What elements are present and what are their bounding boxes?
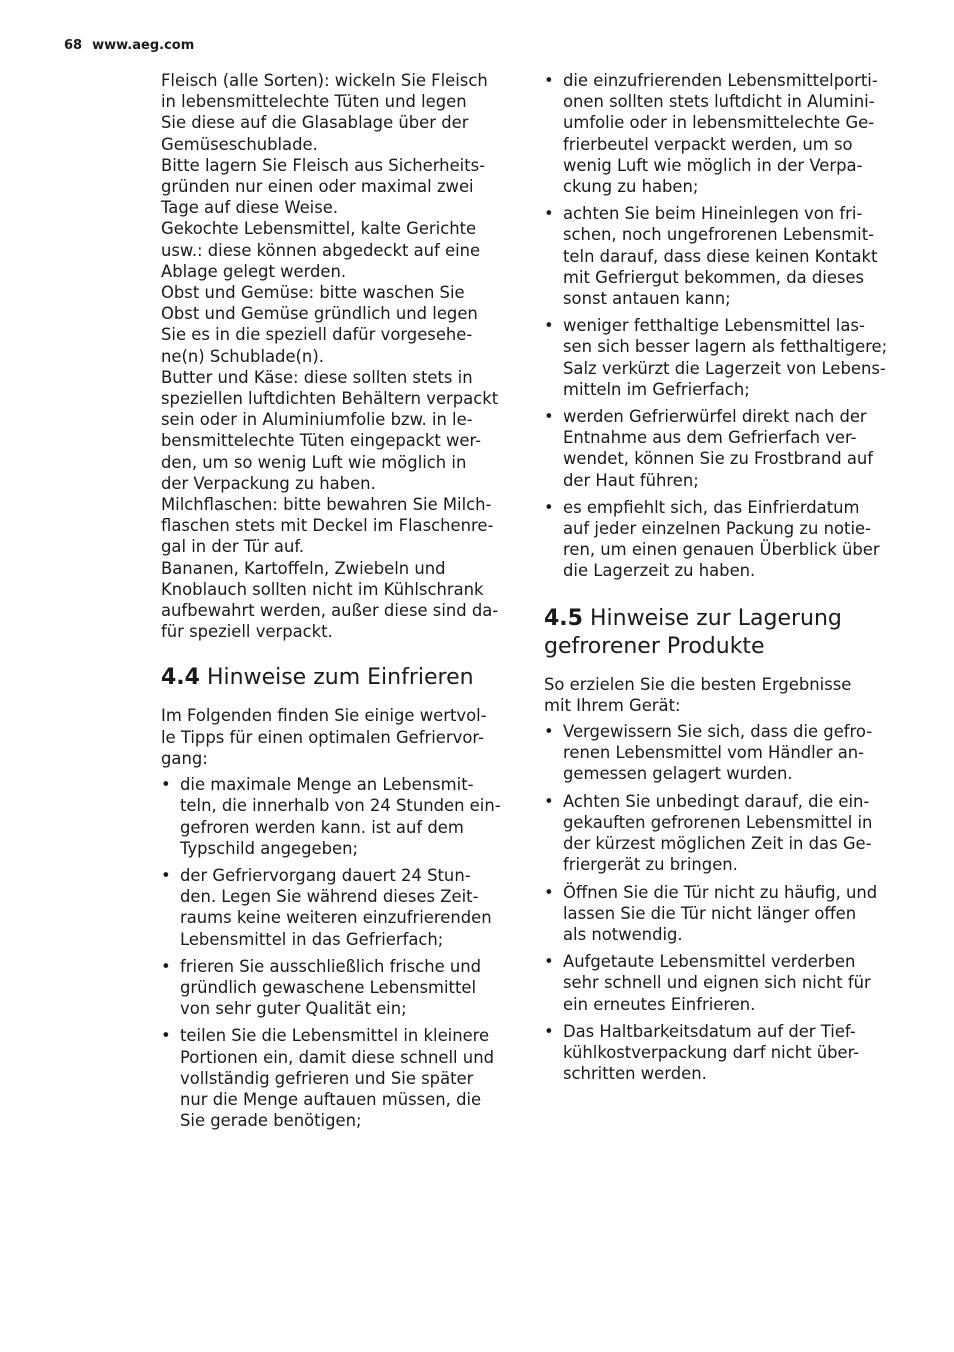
list-item: • teilen Sie die Lebensmittel in kleinere Portionen ein, damit diese schnell und vollständig gefrieren und Sie später nur die Menge auftauen müssen, die Sie gerade benötigen;: [161, 1026, 494, 1131]
list-item: • Achten Sie unbedingt darauf, die ein- gekauften gefrorenen Lebensmittel in der kürzest möglichen Zeit in das Ge- friergerät zu bringen.: [544, 791, 873, 875]
bullet-icon: •: [544, 204, 554, 224]
section-heading-4-5: [544, 605, 896, 661]
bullet-list-continued: [544, 70, 896, 582]
list-item: • die maximale Menge an Lebensmit- teln, die innerhalb von 24 Stunden ein- gefroren werden kann. ist auf dem Typschild angegeben;: [161, 775, 501, 858]
paragraph-meat-safety: Bitte lagern Sie Fleisch aus Sicherheits- gründen nur einen oder maximal zwei Tage auf diese Weise.: [161, 155, 486, 218]
list-item: • achten Sie beim Hineinlegen von fri- schen, noch ungefrorenen Lebensmit- teln darauf, dass diese keinen Kontakt mit Gefriergut bekommen, da dieses sonst antauen kann;: [544, 204, 878, 309]
bullet-icon: •: [161, 1026, 171, 1046]
page-number: 68: [64, 38, 83, 53]
section-title: Hinweise zum Einfrieren: [206, 665, 474, 691]
bullet-icon: •: [544, 952, 554, 972]
list-item: • der Gefriervorgang dauert 24 Stun- den. Legen Sie während dieses Zeit- raums keine weiteren einzufrierenden Lebensmittel in das Gefrierfach;: [161, 865, 492, 949]
bullet-icon: •: [161, 956, 171, 976]
bullet-icon: •: [544, 316, 554, 336]
left-column: [161, 70, 513, 1137]
section-heading-4-4: [161, 664, 513, 692]
paragraph-milk: Milchflaschen: bitte bewahren Sie Milch- flaschen stets mit Deckel im Flaschenre- gal in der Tür auf.: [161, 495, 494, 557]
bullet-list: [544, 721, 896, 1084]
list-item: • es empfiehlt sich, das Einfrierdatum auf jeder einzelnen Packung zu notie- ren, um einen genauen Überblick über die Lagerzeit zu haben.: [544, 497, 880, 581]
list-item: • die einzufrierenden Lebensmittelporti- onen sollten stets luftdicht in Alumini- umfolie oder in lebensmittelechte Ge- frierbeutel verpackt werden, um so wenig Luft wie möglich in der Verpa- ckung zu haben;: [544, 71, 878, 197]
bullet-icon: •: [544, 497, 554, 517]
list-item: • frieren Sie ausschließlich frische und gründlich gewaschene Lebensmittel von sehr guter Qualität ein;: [161, 956, 482, 1019]
bullet-icon: •: [544, 407, 554, 427]
bullet-icon: •: [544, 1021, 554, 1041]
paragraph-bananas: Bananen, Kartoffeln, Zwiebeln und Knoblauch sollten nicht im Kühlschrank aufbewahrt werden, außer diese sind da- für speziell verpackt.: [161, 558, 499, 642]
bullet-icon: •: [544, 882, 554, 902]
section-title: Hinweise zur Lagerung gefrorener Produkte: [544, 605, 842, 659]
paragraph-cooked-food: Gekochte Lebensmittel, kalte Gerichte usw.: diese können abgedeckt auf eine Ablage gelegt werden.: [161, 219, 481, 281]
site-url: www.aeg.com: [92, 38, 195, 53]
list-item: • Öffnen Sie die Tür nicht zu häufig, und lassen Sie die Tür nicht länger offen als notwendig.: [544, 882, 878, 944]
bullet-icon: •: [161, 775, 171, 795]
section-number: 4.5: [544, 605, 583, 631]
paragraph-fruit-veg: Obst und Gemüse: bitte waschen Sie Obst und Gemüse gründlich und legen Sie es in die speziell dafür vorgesehe- ne(n) Schublade(n).: [161, 283, 478, 366]
storage-tips: [161, 70, 513, 642]
bullet-icon: •: [161, 865, 171, 885]
list-item: • weniger fetthaltige Lebensmittel las- sen sich besser lagern als fetthaltigere; Salz verkürzt die Lagerzeit von Lebens- mitteln im Gefrierfach;: [544, 316, 888, 399]
section-intro: So erzielen Sie die besten Ergebnisse mit Ihrem Gerät:: [544, 674, 852, 715]
list-item: • Das Haltbarkeitsdatum auf der Tief- kühlkostverpackung darf nicht über- schritten werden.: [544, 1021, 860, 1084]
section-intro: Im Folgenden finden Sie einige wertvol- le Tipps für einen optimalen Gefriervor- gang:: [161, 706, 487, 768]
bullet-icon: •: [544, 71, 554, 90]
bullet-icon: •: [544, 791, 554, 811]
bullet-icon: •: [544, 722, 554, 742]
right-column: [544, 70, 896, 1090]
paragraph-meat: Fleisch (alle Sorten): wickeln Sie Fleisch in lebensmittelechte Tüten und legen Sie diese auf die Glasablage über der Gemüseschublade.: [161, 71, 488, 154]
list-item: • Vergewissern Sie sich, dass die gefro- renen Lebensmittel vom Händler an- gemessen gelagert wurden.: [544, 722, 873, 784]
list-item: • werden Gefrierwürfel direkt nach der Entnahme aus dem Gefrierfach ver- wendet, können Sie zu Frostbrand auf der Haut führen;: [544, 407, 874, 490]
list-item: • Aufgetaute Lebensmittel verderben sehr schnell und eignen sich nicht für ein erneutes Einfrieren.: [544, 952, 871, 1014]
section-number: 4.4: [161, 665, 200, 691]
paragraph-butter-cheese: Butter und Käse: diese sollten stets in speziellen luftdichten Behältern verpackt sein oder in Aluminiumfolie bzw. in le- bensmittelechte Tüten eingepackt wer- den, um so wenig Luft wie möglich in der Verpackung zu haben.: [161, 367, 499, 493]
page-header: [64, 38, 194, 53]
bullet-list: [161, 774, 513, 1131]
